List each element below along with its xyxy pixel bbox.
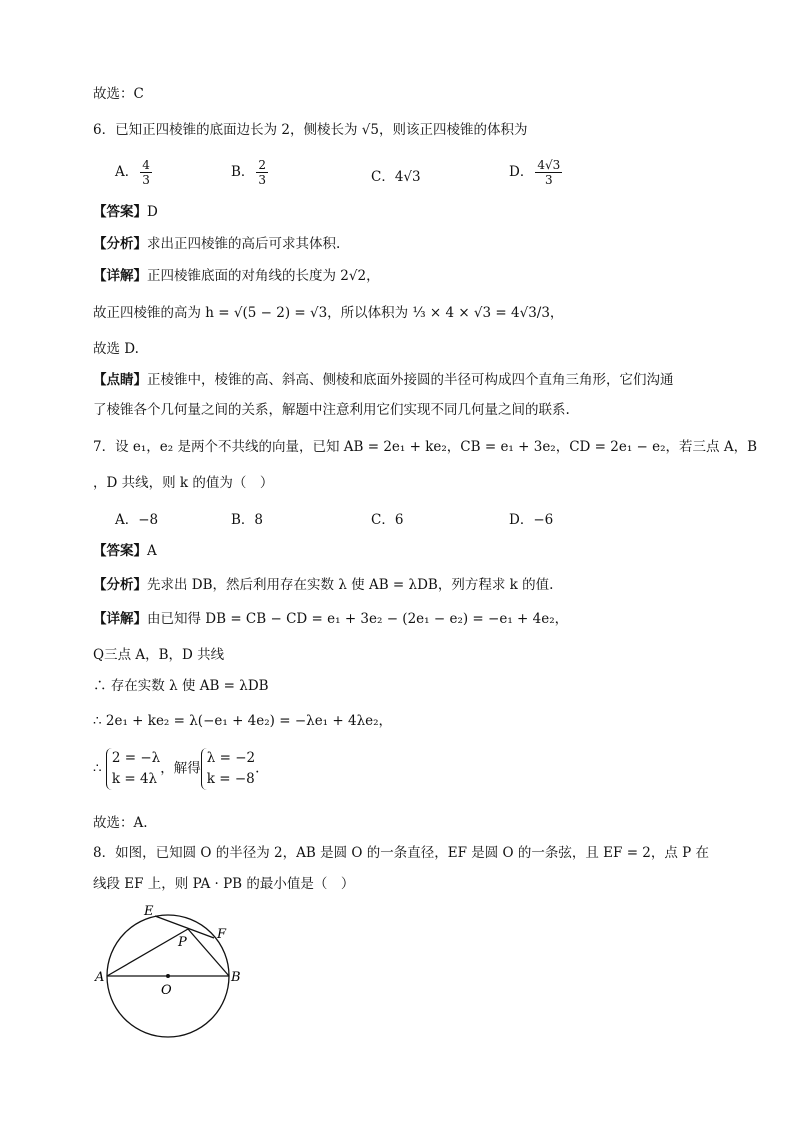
q6-option-b-num: 2 [258,158,267,172]
q6-analysis [93,234,340,254]
q7-detail-4: ∴ 2e₁ + ke₂ = λ(−e₁ + 4e₂) = −λe₁ + 4λe₂， [93,713,393,729]
eq1-line1: 2 = −λ [111,750,161,766]
segment-pa [107,929,188,976]
analysis-tag: 【分析】 [93,577,147,593]
q6-option-a-letter: A． [115,164,139,180]
q6-choose: 故选 D. [93,341,139,357]
q6-option-a-num: 4 [142,158,150,172]
line-answer-prev: 故选：C [93,86,144,102]
q7-choose: 故选：A. [93,815,148,831]
eq2-line1: λ = −2 [206,750,256,766]
q7-detail-5 [93,748,259,790]
q6-option-b-value [256,158,268,187]
therefore-symbol: ∴ [93,760,102,777]
q7-option-b: B．8 [231,512,264,528]
question-8-stem-2: 线段 EF 上，则 PA · PB 的最小值是（ ） [93,876,355,892]
answer-text: A [147,543,157,559]
eq2-line2: k = −8 [206,771,255,787]
analysis-text: 先求出 DB，然后利用存在实数 λ 使 AB = λDB，列方程求 k 的值. [147,577,554,593]
q7-answer [93,541,157,561]
circle-figure [92,898,252,1058]
label-b: B [231,970,241,985]
q6-remark-2: 了棱锥各个几何量之间的关系，解题中注意利用它们实现不同几何量之间的联系. [93,402,570,418]
analysis-tag: 【分析】 [93,236,147,252]
q6-option-a [115,158,154,187]
question-7-stem-2: ，D 共线，则 k 的值为（ ） [93,475,274,491]
q7-option-d: D．−6 [509,512,554,528]
analysis-text: 求出正四棱锥的高后可求其体积. [147,236,341,252]
q6-option-d [509,158,564,187]
q6-answer [93,202,158,222]
answer-tag: 【答案】 [93,543,147,559]
q7-detail [93,609,568,629]
q6-option-b [231,158,270,187]
label-e: E [144,904,154,919]
q6-option-b-den: 3 [258,173,267,187]
equation-system-2 [201,748,255,790]
detail-tag: 【详解】 [93,268,147,284]
q6-option-d-num: 4√3 [537,158,561,172]
question-8-stem: 8．如图，已知圆 O 的半径为 2，AB 是圆 O 的一条直径，EF 是圆 O 的一条弦，且 EF = 2，点 P 在 [93,845,710,861]
q7-detail-3: ∴ 存在实数 λ 使 AB = λDB [93,678,269,694]
q6-remark [93,370,674,390]
q7-detail-2: Q三点 A，B，D 共线 [93,647,225,663]
q6-option-d-den: 3 [544,173,553,187]
detail-text: 正四棱锥底面的对角线的长度为 2√2， [147,268,380,284]
answer-tag: 【答案】 [93,204,147,220]
label-f: F [217,927,227,942]
detail-tag: 【详解】 [93,611,147,627]
label-o: O [161,983,172,998]
q6-option-d-letter: D． [509,164,534,180]
q6-option-a-den: 3 [142,173,150,187]
q6-option-b-letter: B． [231,164,255,180]
q6-option-a-value [140,158,152,187]
q7-analysis [93,575,553,595]
remark-text: 正棱锥中，棱锥的高、斜高、侧棱和底面外接圆的半径可构成四个直角三角形，它们沟通 [147,372,674,388]
q6-detail-2: 故正四棱锥的高为 h = √(5 − 2) = √3，所以体积为 ⅓ × 4 × √3 = 4√3/3， [93,305,564,321]
q6-option-d-value [535,158,562,187]
label-p: P [178,935,187,950]
remark-tag: 【点睛】 [93,372,147,388]
answer-text: D [147,204,158,220]
q6-option-c-letter: C． [371,169,395,185]
eq1-line2: k = 4λ [111,771,158,787]
q6-detail [93,266,380,286]
detail-text: 由已知得 DB = CB − CD = e₁ + 3e₂ − (2e₁ − e₂) = −e₁ + 4e₂， [147,611,569,627]
q7-option-c: C．6 [371,512,404,528]
q6-option-c [371,165,421,185]
center-point [166,974,170,978]
question-7-stem: 7．设 e₁，e₂ 是两个不共线的向量，已知 AB = 2e₁ + ke₂，CB = e₁ + 3e₂，CD = 2e₁ − e₂，若三点 A，B [93,439,758,455]
period: . [255,760,260,777]
label-a: A [95,970,105,985]
q6-option-c-value: 4√3 [394,169,421,185]
equation-system-1 [106,748,160,790]
solve-text: ，解得 [160,760,201,777]
q7-option-a: A．−8 [115,512,159,528]
question-6-stem: 6．已知正四棱锥的底面边长为 2，侧棱长为 √5，则该正四棱锥的体积为 [93,122,528,138]
